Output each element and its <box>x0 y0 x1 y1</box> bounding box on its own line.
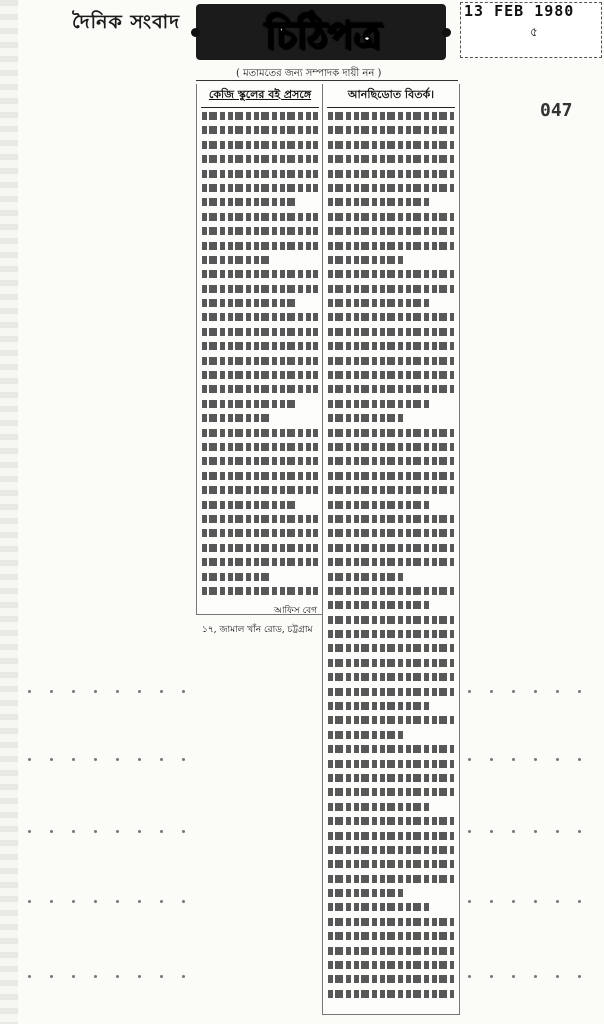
paper-dot <box>72 758 75 761</box>
text-line <box>328 457 454 465</box>
paper-dot <box>578 975 581 978</box>
banner-right-dot <box>442 28 451 37</box>
scan-edge-strip <box>0 0 18 1024</box>
text-line <box>328 414 404 422</box>
paper-dot <box>94 900 97 903</box>
paper-dot <box>116 975 119 978</box>
paper-dot <box>182 975 185 978</box>
text-line <box>328 932 454 940</box>
paper-dot <box>490 758 493 761</box>
text-line <box>328 285 454 293</box>
text-line <box>202 213 318 221</box>
text-line <box>328 975 454 983</box>
paper-dot <box>534 830 537 833</box>
text-line <box>328 501 431 509</box>
text-line <box>328 328 454 336</box>
text-line <box>328 760 454 768</box>
text-line <box>202 126 318 134</box>
text-line <box>328 141 454 149</box>
text-line <box>328 357 454 365</box>
paper-dot <box>512 690 515 693</box>
text-line <box>328 630 454 638</box>
text-line <box>202 328 318 336</box>
text-line <box>328 515 454 523</box>
paper-dot <box>28 690 31 693</box>
text-line <box>328 990 454 998</box>
text-line <box>328 299 431 307</box>
paper-dot <box>72 690 75 693</box>
text-line <box>328 198 431 206</box>
paper-dot <box>512 830 515 833</box>
text-line <box>202 313 318 321</box>
text-line <box>328 832 454 840</box>
text-line <box>328 270 454 278</box>
newspaper-name: দৈনিক সংবাদ <box>72 11 181 33</box>
text-line <box>328 889 404 897</box>
text-line <box>328 112 454 120</box>
paper-dot <box>556 900 559 903</box>
text-line <box>202 141 318 149</box>
text-line <box>328 385 454 393</box>
text-line <box>328 601 431 609</box>
text-line <box>328 745 454 753</box>
text-line <box>328 155 454 163</box>
text-line <box>328 803 431 811</box>
paper-dot <box>512 758 515 761</box>
stamp-page: ৫ <box>530 25 538 39</box>
section-title: চিঠিপত্র <box>264 12 382 57</box>
paper-dot <box>490 900 493 903</box>
text-line <box>202 544 318 552</box>
paper-dot <box>182 690 185 693</box>
paper-dot <box>490 975 493 978</box>
text-line <box>202 558 318 566</box>
paper-dot <box>556 975 559 978</box>
text-line <box>202 342 318 350</box>
paper-dot <box>556 830 559 833</box>
paper-dot <box>578 758 581 761</box>
stamp-date: 13 FEB 1980 <box>464 2 575 20</box>
paper-dot <box>160 975 163 978</box>
paper-dot <box>116 690 119 693</box>
text-line <box>328 256 404 264</box>
text-line <box>202 501 297 509</box>
disclaimer-subtitle: ( মতামতের জন্য সম্পাদক দায়ী নন ) <box>236 68 382 79</box>
text-line <box>328 774 454 782</box>
text-line <box>328 529 454 537</box>
paper-dot <box>72 830 75 833</box>
text-line <box>202 573 272 581</box>
paper-dot <box>512 900 515 903</box>
text-line <box>328 688 454 696</box>
text-line <box>202 227 318 235</box>
letter-heading: আনছিডোত বিতর্ক। <box>327 84 455 108</box>
text-line <box>328 184 454 192</box>
text-line <box>202 285 318 293</box>
paper-dot <box>534 975 537 978</box>
paper-dot <box>468 975 471 978</box>
text-line <box>328 170 454 178</box>
paper-dot <box>116 830 119 833</box>
text-line <box>202 112 318 120</box>
paper-dot <box>50 690 53 693</box>
text-line <box>328 213 454 221</box>
text-line <box>328 716 454 724</box>
paper-dot <box>28 900 31 903</box>
text-line <box>328 371 454 379</box>
paper-dot <box>556 690 559 693</box>
paper-dot <box>578 690 581 693</box>
paper-dot <box>490 690 493 693</box>
letter-column-left <box>196 84 324 636</box>
text-line <box>202 529 318 537</box>
paper-dot <box>578 900 581 903</box>
text-line <box>328 702 431 710</box>
text-line <box>202 256 272 264</box>
paper-dot <box>490 830 493 833</box>
paper-dot <box>468 690 471 693</box>
paper-dot <box>94 830 97 833</box>
text-line <box>202 472 318 480</box>
text-line <box>202 371 318 379</box>
letter-body <box>323 110 459 998</box>
text-line <box>328 472 454 480</box>
text-line <box>202 155 318 163</box>
paper-dot <box>556 758 559 761</box>
text-line <box>328 673 454 681</box>
text-line <box>202 385 318 393</box>
paper-dot <box>468 758 471 761</box>
paper-dot <box>160 758 163 761</box>
paper-dot <box>94 975 97 978</box>
text-line <box>328 313 454 321</box>
text-line <box>328 947 454 955</box>
text-line <box>328 788 454 796</box>
paper-dot <box>468 900 471 903</box>
paper-dot <box>94 758 97 761</box>
paper-dot <box>160 900 163 903</box>
text-line <box>202 170 318 178</box>
paper-dot <box>534 758 537 761</box>
paper-dot <box>182 758 185 761</box>
paper-dot <box>28 830 31 833</box>
paper-dot <box>50 975 53 978</box>
paper-dot <box>28 975 31 978</box>
letter-address: ১৭, জামাল খাঁন রোড, চট্টগ্রাম <box>202 625 313 636</box>
paper-dot <box>72 900 75 903</box>
text-line <box>202 299 297 307</box>
text-line <box>202 515 318 523</box>
paper-dot <box>138 758 141 761</box>
text-line <box>328 846 454 854</box>
paper-dot <box>72 975 75 978</box>
text-line <box>328 961 454 969</box>
paper-dot <box>50 758 53 761</box>
text-line <box>328 860 454 868</box>
text-line <box>328 558 454 566</box>
text-line <box>328 126 454 134</box>
paper-dot <box>138 830 141 833</box>
paper-dot <box>182 830 185 833</box>
text-line <box>328 429 454 437</box>
banner-left-dot <box>191 28 200 37</box>
text-line <box>328 486 454 494</box>
text-line <box>202 486 318 494</box>
paper-dot <box>116 758 119 761</box>
text-line <box>202 443 318 451</box>
paper-dot <box>94 690 97 693</box>
text-line <box>328 616 454 624</box>
text-line <box>328 342 454 350</box>
text-line <box>328 875 454 883</box>
paper-dot <box>468 830 471 833</box>
paper-dot <box>138 975 141 978</box>
text-line <box>202 357 318 365</box>
text-line <box>328 644 454 652</box>
text-line <box>328 918 454 926</box>
paper-dot <box>182 900 185 903</box>
text-line <box>328 903 431 911</box>
paper-dot <box>138 690 141 693</box>
text-line <box>328 573 404 581</box>
text-line <box>202 184 318 192</box>
paper-dot <box>512 975 515 978</box>
paper-dot <box>116 900 119 903</box>
letter-heading: কেজি স্কুলের বই প্রসঙ্গে <box>201 84 319 108</box>
paper-dot <box>160 690 163 693</box>
paper-dot <box>160 830 163 833</box>
text-line <box>328 443 454 451</box>
paper-dot <box>28 758 31 761</box>
text-line <box>202 400 297 408</box>
text-line <box>202 457 318 465</box>
paper-dot <box>578 830 581 833</box>
text-line <box>328 242 454 250</box>
text-line <box>328 544 454 552</box>
paper-dot <box>138 900 141 903</box>
text-line <box>328 659 454 667</box>
paper-dot <box>50 900 53 903</box>
text-line <box>202 587 318 595</box>
text-line <box>328 227 454 235</box>
paper-dot <box>534 690 537 693</box>
text-line <box>202 270 318 278</box>
letter-signature: আফিস বেগ <box>273 606 317 617</box>
text-line <box>202 429 318 437</box>
header-rule <box>196 80 458 81</box>
text-line <box>328 587 454 595</box>
letter-body <box>197 110 323 595</box>
paper-dot <box>534 900 537 903</box>
archive-number: 047 <box>540 100 573 121</box>
text-line <box>328 731 404 739</box>
text-line <box>328 400 431 408</box>
text-line <box>202 414 272 422</box>
text-line <box>328 817 454 825</box>
text-line <box>202 198 297 206</box>
text-line <box>202 242 318 250</box>
paper-dot <box>50 830 53 833</box>
letter-column-right <box>322 84 460 1015</box>
